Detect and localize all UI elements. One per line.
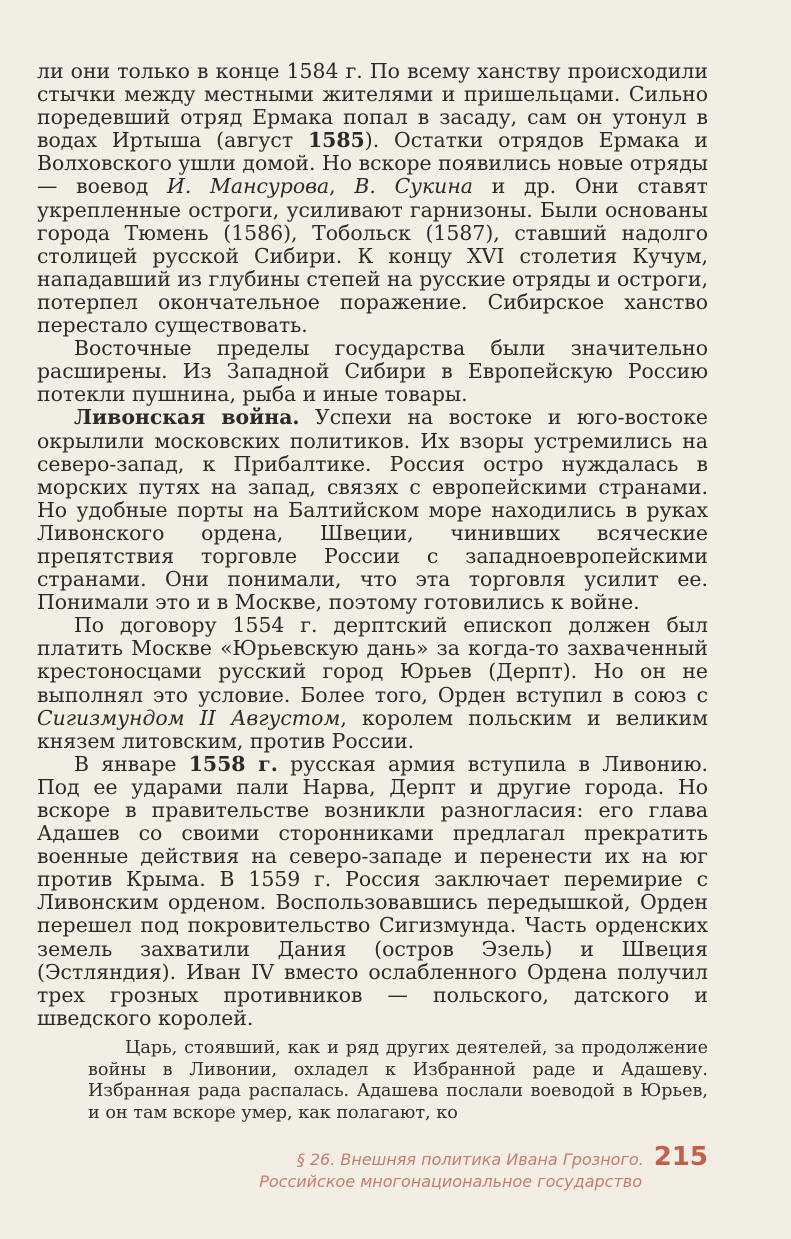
para-1-seg-3: ). Остатки отрядов Ермака и Волховского ушли домой. Но вскоре появились новые отряды — воевод [37,128,708,199]
para-1-seg-5: , [329,174,355,199]
footer-subtitle: Российское многонациональное государство [259,1172,642,1191]
main-text [37,60,708,1030]
para-5-seg-3: русская армия вступила в Ливонию. Под ее ударами пали Нарва, Дерпт и другие города. Но вскоре в правительстве возникли разногласия: его глава Адашев со своими сторонниками предлагал прекратить военные действия на северо-западе и перенести их на юг против Крыма. В 1559 г. Россия заключает перемирие с Ливонским орденом. Воспользовавшись передышкой, Орден перешел под покровительство Сигизмунда. Часть орденских земель захватили Дания (остров Эзель) и Швеция (Эстляндия). Иван IV вместо ослабленного Ордена получил трех грозных противников — польского, датского и шведского королей. [37,751,708,1030]
section-heading-livonian-war: Ливонская война. [74,405,300,430]
para-4-seg-3: , королем польским и великим князем литовским, против России. [37,705,708,753]
footer-section-title: § 26. Внешняя политика Ивана Грозного. [296,1150,644,1169]
para-5-seg-1: В январе [74,751,189,776]
para-1-seg-7: и др. Они ставят укрепленные остроги, усиливают гарнизоны. Были основаны города Тюмень (1586), Тобольск (1587), ставший надолго столицей русской Сибири. К концу XVI столетия Кучум, нападавший из глубины степей на русские отряды и остроги, потерпел окончательное поражение. Сибирское ханство перестало существовать. [37,174,708,338]
page-number: 215 [653,1142,708,1172]
paragraph-3 [37,406,708,614]
para-1-seg-6: В. Сукина [354,174,473,199]
paragraph-1 [37,60,708,337]
para-5-seg-2: 1558 г. [188,751,278,776]
footer-line-1 [256,1142,708,1172]
para-1-seg-4: И. Мансурова [167,174,330,199]
para-4-seg-1: По договору 1554 г. дерптский епископ должен был платить Москве «Юрьевскую дань» за когда-то захваченный крестоносцами русский город Юрьев (Дерпт). Но он не выполнял это условие. Более того, Орден вступил в союз с [37,613,708,707]
para-1-seg-1: ли они только в конце 1584 г. По всему ханству происходили стычки между местными жителями и пришельцами. Сильно поредевший отряд Ермака попал в засаду, сам он утонул в водах Иртыша (август [37,59,708,153]
para-1-seg-2: 1585 [307,128,365,153]
paragraph-5 [37,753,708,1030]
para-2-seg-1: Восточные пределы государства были значительно расширены. Из Западной Сибири в Европейскую Россию потекли пушнина, рыба и иные товары. [37,336,708,407]
para-3-seg-2: Успехи на востоке и юго-востоке окрылили московских политиков. Их взоры устремились на северо-запад, к Прибалтике. Россия остро нуждалась в морских путях на запад, связях с европейскими странами. Но удобные порты на Балтийском море находились в руках Ливонского ордена, Швеции, чинивших всяческие препятствия торговле России с западноевропейскими странами. Они понимали, что эта торговля усилит ее. Понимали это и в Москве, поэтому готовились к войне. [37,405,708,615]
page-footer [256,1142,708,1193]
paragraph-2 [37,337,708,406]
small-print-note: Царь, стоявший, как и ряд других деятелей, за продолжение войны в Ливонии, охладел к Избранной раде и Адашеву. Избранная рада распалась. Адашева послали воеводой в Юрьев, и он там вскоре умер, как полагают, ко [88,1038,708,1123]
paragraph-4 [37,614,708,753]
para-4-seg-2: Сигизмундом II Августом [37,705,341,730]
